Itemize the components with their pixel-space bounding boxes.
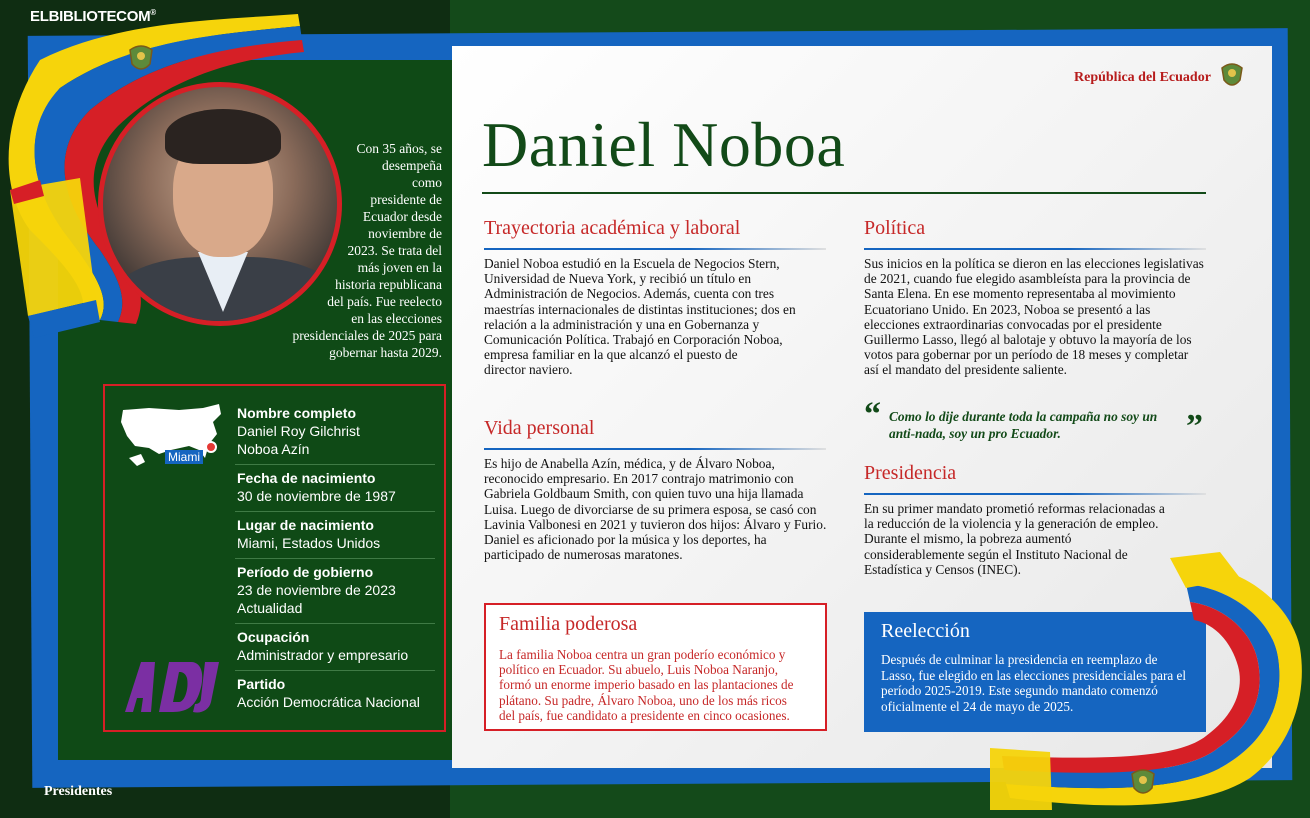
field-fecha: Fecha de nacimiento 30 de noviembre de 1987 xyxy=(235,465,435,512)
quote-open-icon: “ xyxy=(864,396,881,433)
section-title-politica: Política xyxy=(864,217,926,239)
quote-text: Como lo dije durante toda la campaña no soy un anti-nada, soy un pro Ecuador. xyxy=(889,409,1158,441)
ecuador-crest-icon xyxy=(128,44,154,74)
bio-text: Con 35 años, se desempeña como presidente de Ecuador desde noviembre de 2023. Se trata del más joven en la historia republicana del país. Fue reelecto en las elecciones presidenciales de 2025 para gobernar hasta 2029. xyxy=(292,141,442,360)
section-footer-label[interactable]: Presidentes xyxy=(44,784,113,799)
field-lugar: Lugar de nacimiento Miami, Estados Unidos xyxy=(235,512,435,559)
adn-party-logo xyxy=(121,658,221,714)
section-divider xyxy=(484,448,826,450)
section-title-trayectoria: Trayectoria académica y laboral xyxy=(484,217,741,239)
section-divider xyxy=(484,248,826,250)
section-title-familia: Familia poderosa xyxy=(499,613,638,635)
section-body-familia: La familia Noboa centra un gran poderío económico y político en Ecuador. Su abuelo, Luis Noboa Naranjo, formó un enorme imperio basado en las plantaciones de plátano. Su padre, Álvaro Noboa, uno de los más ricos del país, fue candidato a presidente en cinco ocasiones. xyxy=(499,647,794,723)
section-body-vida: Es hijo de Anabella Azín, médica, y de Álvaro Noboa, reconocido empresario. En 2017 contrajo matrimonio con Gabriela Goldbaum Smith, con quien tuvo una hija llamada Luisa. Luego de divorciarse de su primera esposa, se casó con Lavinia Valbonesi en 2021 y tuvieron dos hijos: Álvaro y Furio. Daniel es aficionado por la música y los deportes, ha participado de numerosas maratones. xyxy=(484,456,827,563)
country-label: República del Ecuador xyxy=(1074,70,1211,85)
field-ocupacion: Ocupación Administrador y empresario xyxy=(235,624,435,671)
title-divider xyxy=(482,192,1206,194)
section-body-presidencia: En su primer mandato prometió reformas relacionadas a la reducción de la violencia y la generación de empleo. Durante el mismo, la pobreza aumentó considerablemente según el Instituto Nacional de Estadística y Censos (INEC). xyxy=(864,501,1165,577)
field-nombre: Nombre completo Daniel Roy Gilchrist Noboa Azín xyxy=(235,400,435,465)
brand-logo[interactable]: ELBIBLIOTECOM® xyxy=(30,8,156,25)
profile-fields xyxy=(235,400,435,717)
section-body-trayectoria: Daniel Noboa estudió en la Escuela de Negocios Stern, Universidad de Nueva York, y recibió un título en Administración de Negocios. Además, cuenta con tres maestrías internacionales de distintas instituciones; dos en relación a la administración y una en Gobernanza y Comunicación Política. Trabajó en Corporación Noboa, empresa familiar en la que alcanzó el puesto de director naviero. xyxy=(484,256,796,378)
info-box xyxy=(103,384,446,732)
section-body-politica: Sus inicios en la política se dieron en las elecciones legislativas de 2021, cuando fue elegido asambleísta para la provincia de Santa Elena. En ese momento representaba al movimiento Ecuatoriano Unido. En 2023, Noboa se presentó a las elecciones extraordinarias convocadas por el presidente Guillermo Lasso, llegó al balotaje y obtuvo la mayoría de los votos para gobernar por un período de 18 meses y completar así el mandato del presidente saliente. xyxy=(864,256,1204,378)
section-title-vida: Vida personal xyxy=(484,417,595,439)
miami-pin-icon xyxy=(205,441,217,453)
section-divider xyxy=(864,248,1206,250)
section-divider xyxy=(864,493,1206,495)
map-label: Miami xyxy=(165,450,203,464)
ecuador-crest-icon xyxy=(1220,62,1244,90)
page-title: Daniel Noboa xyxy=(482,109,846,180)
field-partido: Partido Acción Democrática Nacional xyxy=(237,676,420,710)
section-title-presidencia: Presidencia xyxy=(864,462,957,484)
ecuador-crest-icon xyxy=(1130,768,1156,798)
field-periodo: Período de gobierno 23 de noviembre de 2023 Actualidad xyxy=(235,559,435,624)
section-title-reeleccion: Reelección xyxy=(881,620,970,642)
quote-close-icon: ” xyxy=(1186,408,1203,445)
familia-box xyxy=(484,603,827,731)
section-body-reeleccion: Después de culminar la presidencia en reemplazo de Lasso, fue elegido en las elecciones presidenciales para el período 2025-2019. Este segundo mandato comenzó oficialmente el 24 de mayo de 2025. xyxy=(881,652,1187,714)
